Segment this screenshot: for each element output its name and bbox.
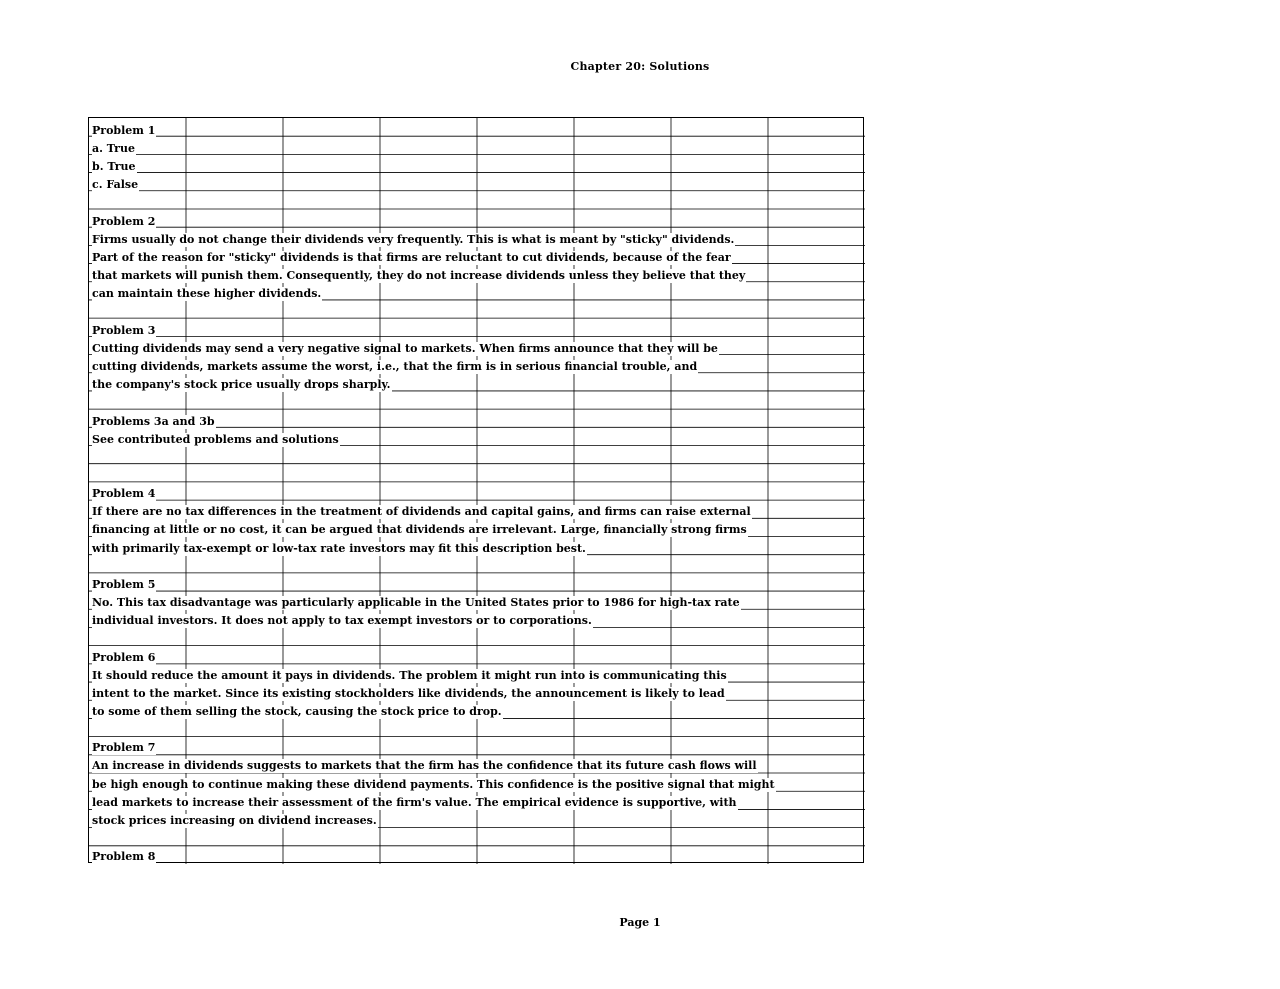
table-row	[89, 608, 863, 626]
table-row	[89, 735, 863, 753]
table-row	[89, 300, 863, 318]
table-row	[89, 554, 863, 572]
cell-text: the company's stock price usually drops sharply.	[92, 378, 391, 392]
cell-text: Problems 3a and 3b	[92, 414, 215, 428]
cell-text: lead markets to increase their assessment of the firm's value. The empirical evidence is supportive, with	[92, 795, 737, 809]
table-row	[89, 372, 863, 390]
cell-text: It should reduce the amount it pays in dividends. The problem it might run into is communicating this	[92, 668, 727, 682]
cell-text: with primarily tax-exempt or low-tax rate investors may fit this description best.	[92, 541, 586, 555]
cell-text: a. True	[92, 142, 135, 156]
table-row	[89, 681, 863, 699]
table-row	[89, 390, 863, 408]
cell-text: Problem 7	[92, 741, 156, 755]
table-row	[89, 227, 863, 245]
cell-text: individual investors. It does not apply to tax exempt investors or to corporations.	[92, 614, 592, 628]
table-row	[89, 481, 863, 499]
table-row	[89, 517, 863, 535]
table-row	[89, 118, 863, 136]
table-row	[89, 753, 863, 771]
cell-text: Problem 4	[92, 487, 156, 501]
cell-text: Problem 3	[92, 323, 156, 337]
cell-text: intent to the market. Since its existing stockholders like dividends, the announcement is likely to lead	[92, 686, 725, 700]
table-row	[89, 772, 863, 790]
table-row	[89, 590, 863, 608]
table-row	[89, 844, 863, 862]
cell-text: Part of the reason for "sticky" dividends is that firms are reluctant to cut dividends, because of the fear	[92, 251, 731, 265]
cell-text: stock prices increasing on dividend increases.	[92, 813, 377, 827]
cell-text: Firms usually do not change their dividends very frequently. This is what is meant by "sticky" dividends.	[92, 232, 735, 246]
cell-text: b. True	[92, 160, 136, 174]
table-row	[89, 191, 863, 209]
table-row	[89, 826, 863, 844]
cell-text: An increase in dividends suggests to markets that the firm has the confidence that its future cash flows will	[92, 759, 757, 773]
table-row	[89, 717, 863, 735]
table-row	[89, 499, 863, 517]
cell-text: financing at little or no cost, it can be argued that dividends are irrelevant. Large, financially strong firms	[92, 523, 747, 537]
table-row	[89, 427, 863, 445]
cell-text: Problem 8	[92, 850, 156, 864]
cell-text: cutting dividends, markets assume the worst, i.e., that the firm is in serious financial trouble, and	[92, 360, 698, 374]
table-row	[89, 154, 863, 172]
cell-text: can maintain these higher dividends.	[92, 287, 322, 301]
cell-text: be high enough to continue making these dividend payments. This confidence is the positive signal that might	[92, 777, 775, 791]
table-row	[89, 172, 863, 190]
table-row	[89, 572, 863, 590]
table-row	[89, 209, 863, 227]
table-row	[89, 808, 863, 826]
rows-container	[89, 118, 863, 862]
cell-text: that markets will punish them. Consequently, they do not increase dividends unless they believe that they	[92, 269, 746, 283]
cell-text: c. False	[92, 178, 139, 192]
table-row	[89, 445, 863, 463]
table-row	[89, 409, 863, 427]
table-row	[89, 336, 863, 354]
cell-text: Cutting dividends may send a very negative signal to markets. When firms announce that they will be	[92, 341, 718, 355]
cell-text: See contributed problems and solutions	[92, 432, 339, 446]
table-row	[89, 699, 863, 717]
table-row	[89, 536, 863, 554]
table-row	[89, 354, 863, 372]
cell-text: Problem 2	[92, 214, 156, 228]
table-row	[89, 136, 863, 154]
table-row	[89, 645, 863, 663]
table-row	[89, 263, 863, 281]
table-row	[89, 663, 863, 681]
spreadsheet-grid	[88, 117, 864, 863]
cell-text: Problem 1	[92, 124, 156, 137]
page-number: Page 1	[619, 916, 661, 929]
table-row	[89, 790, 863, 808]
cell-text: If there are no tax differences in the treatment of dividends and capital gains, and firms can raise external	[92, 505, 751, 519]
cell-text: Problem 5	[92, 577, 156, 591]
table-row	[89, 626, 863, 644]
cell-text: Problem 6	[92, 650, 156, 664]
cell-text: No. This tax disadvantage was particularly applicable in the United States prior to 1986 for high-tax rate	[92, 596, 740, 610]
cell-text: to some of them selling the stock, causing the stock price to drop.	[92, 705, 502, 718]
table-row	[89, 245, 863, 263]
table-row	[89, 281, 863, 299]
table-row	[89, 463, 863, 481]
table-row	[89, 318, 863, 336]
page-title: Chapter 20: Solutions	[570, 60, 710, 73]
